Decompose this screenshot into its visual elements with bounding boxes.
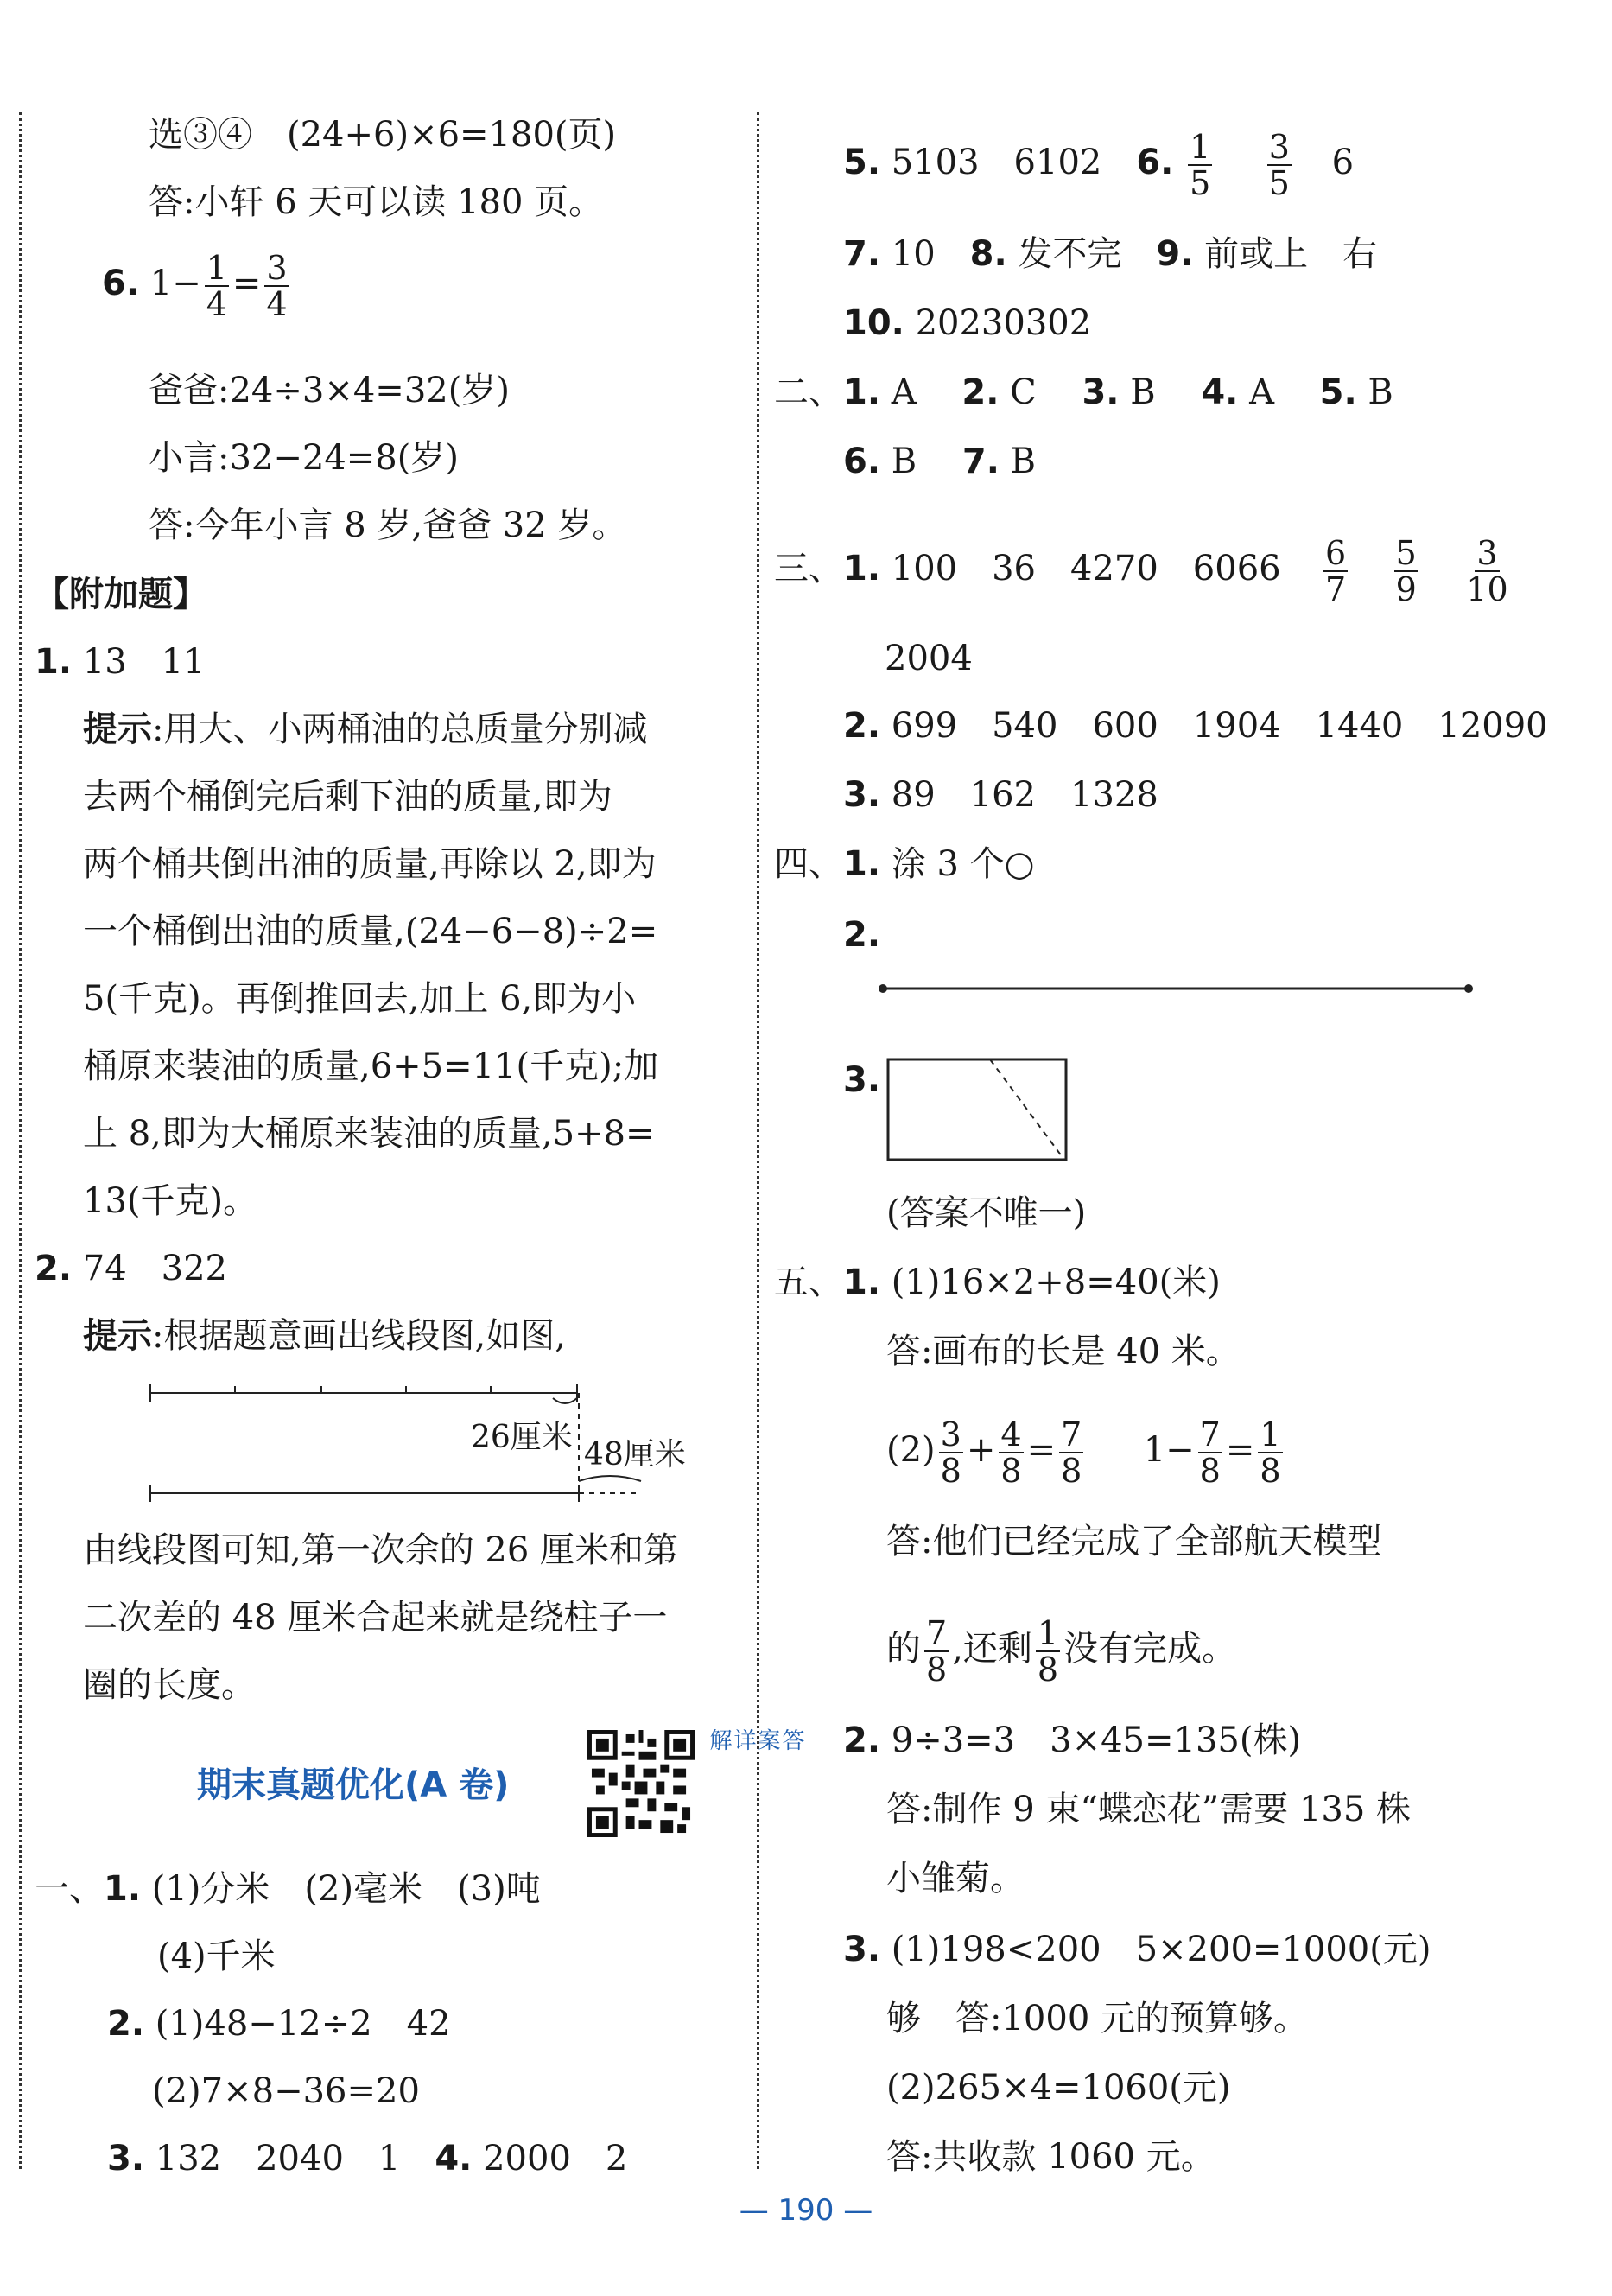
- answer-line: (2)265×4=1060(元): [886, 2068, 1231, 2108]
- hint-line: 二次差的 48 厘米合起来就是绕柱子一: [83, 1598, 668, 1638]
- qr-code-icon[interactable]: [587, 1730, 695, 1837]
- hint-line: 圈的长度。: [83, 1665, 256, 1705]
- fraction: $\frac{6}{7}$: [1325, 534, 1347, 608]
- answer-line: 一、1. (1)分米 (2)毫米 (3)吨: [35, 1869, 541, 1909]
- hint-line: 一个桶倒出油的质量,(24−6−8)÷2=: [83, 912, 658, 951]
- fraction: $\frac{3}{8}$: [940, 1415, 961, 1490]
- hint-label: 提示: [83, 1316, 152, 1356]
- answer-line: 2004: [885, 639, 973, 678]
- hint-line: 提示:用大、小两桶油的总质量分别减: [83, 709, 648, 749]
- answer-line: 2. (1)48−12÷2 42: [107, 2004, 451, 2044]
- hint-line: 去两个桶倒完后剩下油的质量,即为: [83, 777, 612, 817]
- fraction: $\frac{7}{8}$: [926, 1614, 948, 1689]
- answer-line: 3. (1)198<200 5×200=1000(元): [843, 1930, 1431, 1969]
- equals: =: [232, 264, 262, 303]
- expression: 1−: [149, 264, 201, 303]
- bonus-answer-2: 2. 74 322: [35, 1249, 227, 1288]
- answer-line: 的 $\frac{7}{8}$ ,还剩 $\frac{1}{8}$ 没有完成。: [886, 1614, 1237, 1689]
- text-line: 爸爸:24÷3×4=32(岁): [149, 371, 510, 410]
- text-line: 答:今年小言 8 岁,爸爸 32 岁。: [149, 506, 627, 545]
- bonus-answer-1: 1. 13 11: [35, 642, 206, 682]
- answer-note: (答案不唯一): [886, 1193, 1087, 1233]
- fraction: $\frac{7}{8}$: [1199, 1415, 1221, 1490]
- hint-line: 桶原来装油的质量,6+5=11(千克);加: [83, 1046, 659, 1086]
- answer-line: 5. 5103 6102 6. $\frac{1}{5}$ $\frac{3}{5}$ 6: [843, 128, 1355, 202]
- text-line: 选③④ (24+6)×6=180(页): [149, 115, 617, 155]
- answer-line: 三、1. 100 36 4270 6066 $\frac{6}{7}$ $\frac{5}{9}$ $\frac{3}{10}$: [774, 534, 1508, 608]
- answer-line: 3. 132 2040 1 4. 2000 2: [107, 2139, 628, 2178]
- left-margin-dotted-line: [19, 112, 22, 2169]
- line-segment-figure: [878, 980, 1474, 997]
- hint-line: 两个桶共倒出油的质量,再除以 2,即为: [83, 844, 657, 884]
- answer-line: 答:制作 9 束“蝶恋花”需要 135 株: [886, 1790, 1412, 1829]
- section-title: 期末真题优化(A 卷): [197, 1765, 510, 1805]
- answer-line: 2. 9÷3=3 3×45=135(株): [843, 1720, 1302, 1760]
- fraction: $\frac{3}{5}$: [1268, 128, 1290, 202]
- question-6: [102, 251, 293, 321]
- fraction: $\frac{1}{5}$: [1190, 128, 1211, 202]
- answer-line: 7. 10 8. 发不完 9. 前或上 右: [843, 234, 1378, 274]
- answer-line: (2) $\frac{3}{8}$ + $\frac{4}{8}$ = $\frac{7}{8}$ 1− $\frac{7}{8}$ = $\frac{1}{8}$: [886, 1415, 1281, 1490]
- answer-line: 2. 699 540 600 1904 1440 12090: [843, 706, 1548, 746]
- answer-line: (4)千米: [157, 1937, 276, 1976]
- answer-line: 够 答:1000 元的预算够。: [886, 1999, 1308, 2038]
- answer-line: 小雏菊。: [886, 1859, 1025, 1898]
- hint-line: 13(千克)。: [83, 1181, 258, 1221]
- answer-line: 6. B 7. B: [843, 442, 1037, 481]
- answer-line: 答:他们已经完成了全部航天模型: [886, 1522, 1382, 1561]
- fraction: $\frac{3}{10}$: [1466, 534, 1508, 608]
- hint-line: 由线段图可知,第一次余的 26 厘米和第: [83, 1530, 679, 1570]
- answer-line: 答:共收款 1060 元。: [886, 2137, 1215, 2177]
- answer-line: (2)7×8−36=20: [152, 2071, 420, 2111]
- text-line: 答:小轩 6 天可以读 180 页。: [149, 182, 604, 222]
- answer-line: 10. 20230302: [843, 303, 1092, 343]
- fraction: $\frac{4}{8}$: [1000, 1415, 1022, 1490]
- answer-line: 3. 89 162 1328: [843, 775, 1158, 815]
- fraction: $\frac{1}{8}$: [1260, 1415, 1281, 1490]
- answer-line: 2.: [843, 915, 881, 955]
- qr-label: 答案详解: [706, 1728, 804, 1751]
- segment-label-26: 26厘米: [471, 1420, 573, 1455]
- text-line: 小言:32−24=8(岁): [149, 438, 459, 478]
- column-divider-dotted-line: [757, 112, 759, 2169]
- fraction: $\frac{3}{4}$: [266, 249, 288, 323]
- hint-label: 提示: [83, 709, 152, 749]
- bonus-heading: 【附加题】: [35, 575, 207, 614]
- segment-label-48: 48厘米: [584, 1437, 686, 1472]
- answer-line: 3.: [843, 1060, 881, 1100]
- page-number: — 190 —: [739, 2193, 873, 2228]
- fraction: $\frac{1}{4}$: [206, 249, 227, 323]
- answer-line: 二、1. A 2. C 3. B 4. A 5. B: [774, 372, 1393, 412]
- line-segment-diagram: [147, 1374, 657, 1504]
- fraction: $\frac{7}{8}$: [1061, 1415, 1082, 1490]
- hint-line: 提示:根据题意画出线段图,如图,: [83, 1316, 566, 1356]
- answer-line: 五、1. (1)16×2+8=40(米): [774, 1262, 1221, 1302]
- rectangle-figure: [886, 1058, 1069, 1163]
- fraction: $\frac{1}{8}$: [1037, 1614, 1059, 1689]
- hint-line: 5(千克)。再倒推回去,加上 6,即为小: [83, 979, 637, 1019]
- answer-line: 答:画布的长是 40 米。: [886, 1332, 1241, 1371]
- fraction: $\frac{5}{9}$: [1395, 534, 1417, 608]
- question-number: 6.: [102, 264, 140, 303]
- hint-line: 上 8,即为大桶原来装油的质量,5+8=: [83, 1114, 655, 1154]
- answer-line: 四、1. 涂 3 个○: [774, 844, 1035, 884]
